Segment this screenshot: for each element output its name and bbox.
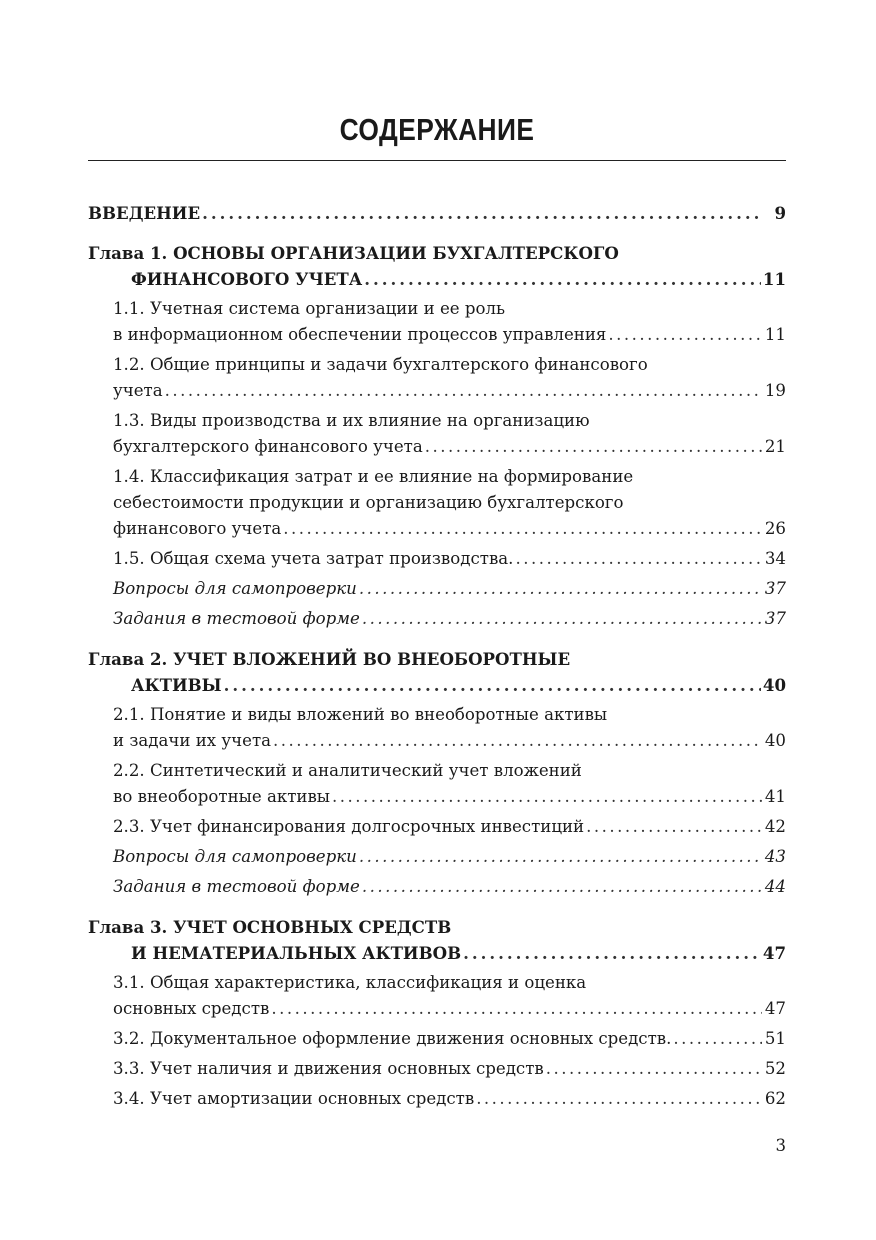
toc-entry-text: Вопросы для самопроверки <box>113 847 357 866</box>
toc-entry-text: 3.2. Документальное оформление движения основных средств. <box>113 1029 672 1048</box>
toc-entry-text: 1.2. Общие принципы и задачи бухгалтерского финансового <box>113 355 648 374</box>
toc-entry[interactable] <box>88 702 786 754</box>
toc-entry-text: основных средств <box>113 999 270 1018</box>
dot-leader <box>202 200 762 226</box>
toc-entry-text: финансового учета <box>113 519 282 538</box>
toc-entry-line <box>113 516 786 542</box>
toc-entry-page: 19 <box>764 381 786 400</box>
toc-entry-page: 62 <box>764 1089 786 1108</box>
toc-entry-line <box>113 874 786 900</box>
toc-entry[interactable] <box>88 352 786 404</box>
toc-intro-label: ВВЕДЕНИЕ <box>88 203 201 223</box>
toc-entry-text: 1.5. Общая схема учета затрат производства. <box>113 549 514 568</box>
toc-entry-text: во внеоборотные активы <box>113 787 331 806</box>
toc-entry-page: 42 <box>764 817 786 836</box>
dot-leader <box>546 1056 762 1082</box>
toc-entry-text: Вопросы для самопроверки <box>113 579 357 598</box>
chapter-heading[interactable]: Глава 1. ОСНОВЫ ОРГАНИЗАЦИИ БУХГАЛТЕРСКОГО <box>88 243 619 263</box>
dot-leader <box>673 1026 762 1052</box>
dot-leader <box>359 844 762 870</box>
toc-entry-page: 41 <box>764 787 786 806</box>
chapter-heading-line[interactable] <box>88 672 786 698</box>
toc-entry[interactable] <box>88 758 786 810</box>
dot-leader <box>359 576 762 602</box>
dot-leader <box>364 266 761 292</box>
toc-entry-page: 11 <box>764 325 786 344</box>
dot-leader <box>362 874 762 900</box>
chapter-list <box>88 240 786 1112</box>
toc-entry-line <box>113 322 786 348</box>
toc-entry-line <box>113 546 786 572</box>
toc-entry-line <box>113 606 786 632</box>
toc-entry-text: бухгалтерского финансового учета <box>113 437 423 456</box>
toc-entry[interactable] <box>88 464 786 542</box>
dot-leader <box>165 378 762 404</box>
chapter-page: 47 <box>762 943 786 963</box>
toc-entry-page: 34 <box>764 549 786 568</box>
toc-entry-line <box>113 814 786 840</box>
toc-chapter <box>88 240 786 632</box>
toc-entry-line <box>113 1056 786 1082</box>
chapter-heading-line[interactable] <box>88 940 786 966</box>
title-divider <box>88 160 786 161</box>
dot-leader <box>476 1086 762 1112</box>
dot-leader <box>463 940 761 966</box>
toc-entry-page: 37 <box>764 579 786 598</box>
chapter-heading-cont: ФИНАНСОВОГО УЧЕТА <box>131 269 363 289</box>
chapter-heading[interactable]: Глава 3. УЧЕТ ОСНОВНЫХ СРЕДСТВ <box>88 917 452 937</box>
toc-entry-text: 1.3. Виды производства и их влияние на организацию <box>113 411 590 430</box>
toc-entry[interactable] <box>88 844 786 870</box>
page-number: 3 <box>775 1136 786 1155</box>
toc-entry-text: 2.2. Синтетический и аналитический учет вложений <box>113 761 582 780</box>
toc-entry-page: 51 <box>764 1029 786 1048</box>
toc-entry-text: себестоимости продукции и организацию бухгалтерского <box>113 493 624 512</box>
toc-entry[interactable] <box>88 408 786 460</box>
toc-entry[interactable] <box>88 546 786 572</box>
toc-entry-text: 3.4. Учет амортизации основных средств <box>113 1089 475 1108</box>
dot-leader <box>362 606 762 632</box>
toc-entry-page: 44 <box>764 877 786 896</box>
toc-entry-text: учета <box>113 381 163 400</box>
chapter-page: 11 <box>762 269 786 289</box>
toc-entry[interactable] <box>88 1056 786 1082</box>
page-title: СОДЕРЖАНИЕ <box>339 112 535 147</box>
toc-entry-text: 3.3. Учет наличия и движения основных средств <box>113 1059 544 1078</box>
toc-entry-line <box>113 996 786 1022</box>
toc-entry-line <box>113 576 786 602</box>
toc-chapter <box>88 646 786 900</box>
toc-entry[interactable] <box>88 970 786 1022</box>
toc-entry-text: Задания в тестовой форме <box>113 877 360 896</box>
chapter-page: 40 <box>762 675 786 695</box>
toc-entry-page: 37 <box>764 609 786 628</box>
toc-entry-line <box>113 728 786 754</box>
toc-entry[interactable] <box>88 606 786 632</box>
toc-entry-page: 21 <box>764 437 786 456</box>
toc-entry-page: 40 <box>764 731 786 750</box>
toc-entry-text: 3.1. Общая характеристика, классификация и оценка <box>113 973 587 992</box>
toc-intro[interactable] <box>88 200 786 226</box>
toc-entry[interactable] <box>88 1086 786 1112</box>
toc-entry[interactable] <box>88 576 786 602</box>
toc-entry-page: 26 <box>764 519 786 538</box>
toc-entry[interactable] <box>88 296 786 348</box>
toc-intro-page: 9 <box>774 203 786 223</box>
toc-entry-text: Задания в тестовой форме <box>113 609 360 628</box>
toc-entry-text: и задачи их учета <box>113 731 272 750</box>
toc-entry-text: в информационном обеспечении процессов управления <box>113 325 607 344</box>
toc-entry-line <box>113 378 786 404</box>
table-of-contents <box>88 200 786 1116</box>
dot-leader <box>271 996 762 1022</box>
toc-entry-page: 43 <box>764 847 786 866</box>
chapter-heading-cont: АКТИВЫ <box>131 675 222 695</box>
toc-entry-line <box>113 1086 786 1112</box>
toc-entry-line <box>113 434 786 460</box>
dot-leader <box>425 434 762 460</box>
toc-entry[interactable] <box>88 814 786 840</box>
toc-entry-text: 1.4. Классификация затрат и ее влияние на формирование <box>113 467 634 486</box>
dot-leader <box>608 322 762 348</box>
toc-entry-line <box>113 844 786 870</box>
dot-leader <box>224 672 761 698</box>
toc-entry-text: 2.1. Понятие и виды вложений во внеоборотные активы <box>113 705 608 724</box>
toc-entry[interactable] <box>88 1026 786 1052</box>
toc-chapter <box>88 914 786 1112</box>
toc-entry-page: 52 <box>764 1059 786 1078</box>
toc-entry-text: 2.3. Учет финансирования долгосрочных инвестиций <box>113 817 585 836</box>
chapter-heading-cont: И НЕМАТЕРИАЛЬНЫХ АКТИВОВ <box>131 943 462 963</box>
dot-leader <box>273 728 762 754</box>
chapter-heading[interactable]: Глава 2. УЧЕТ ВЛОЖЕНИЙ ВО ВНЕОБОРОТНЫЕ <box>88 649 571 669</box>
chapter-heading-line[interactable] <box>88 266 786 292</box>
dot-leader <box>586 814 762 840</box>
toc-entry-line <box>113 1026 786 1052</box>
toc-entry-page: 47 <box>764 999 786 1018</box>
dot-leader <box>283 516 762 542</box>
dot-leader <box>515 546 762 572</box>
toc-entry-text: 1.1. Учетная система организации и ее роль <box>113 299 506 318</box>
dot-leader <box>332 784 762 810</box>
toc-entry[interactable] <box>88 874 786 900</box>
toc-entry-line <box>113 784 786 810</box>
